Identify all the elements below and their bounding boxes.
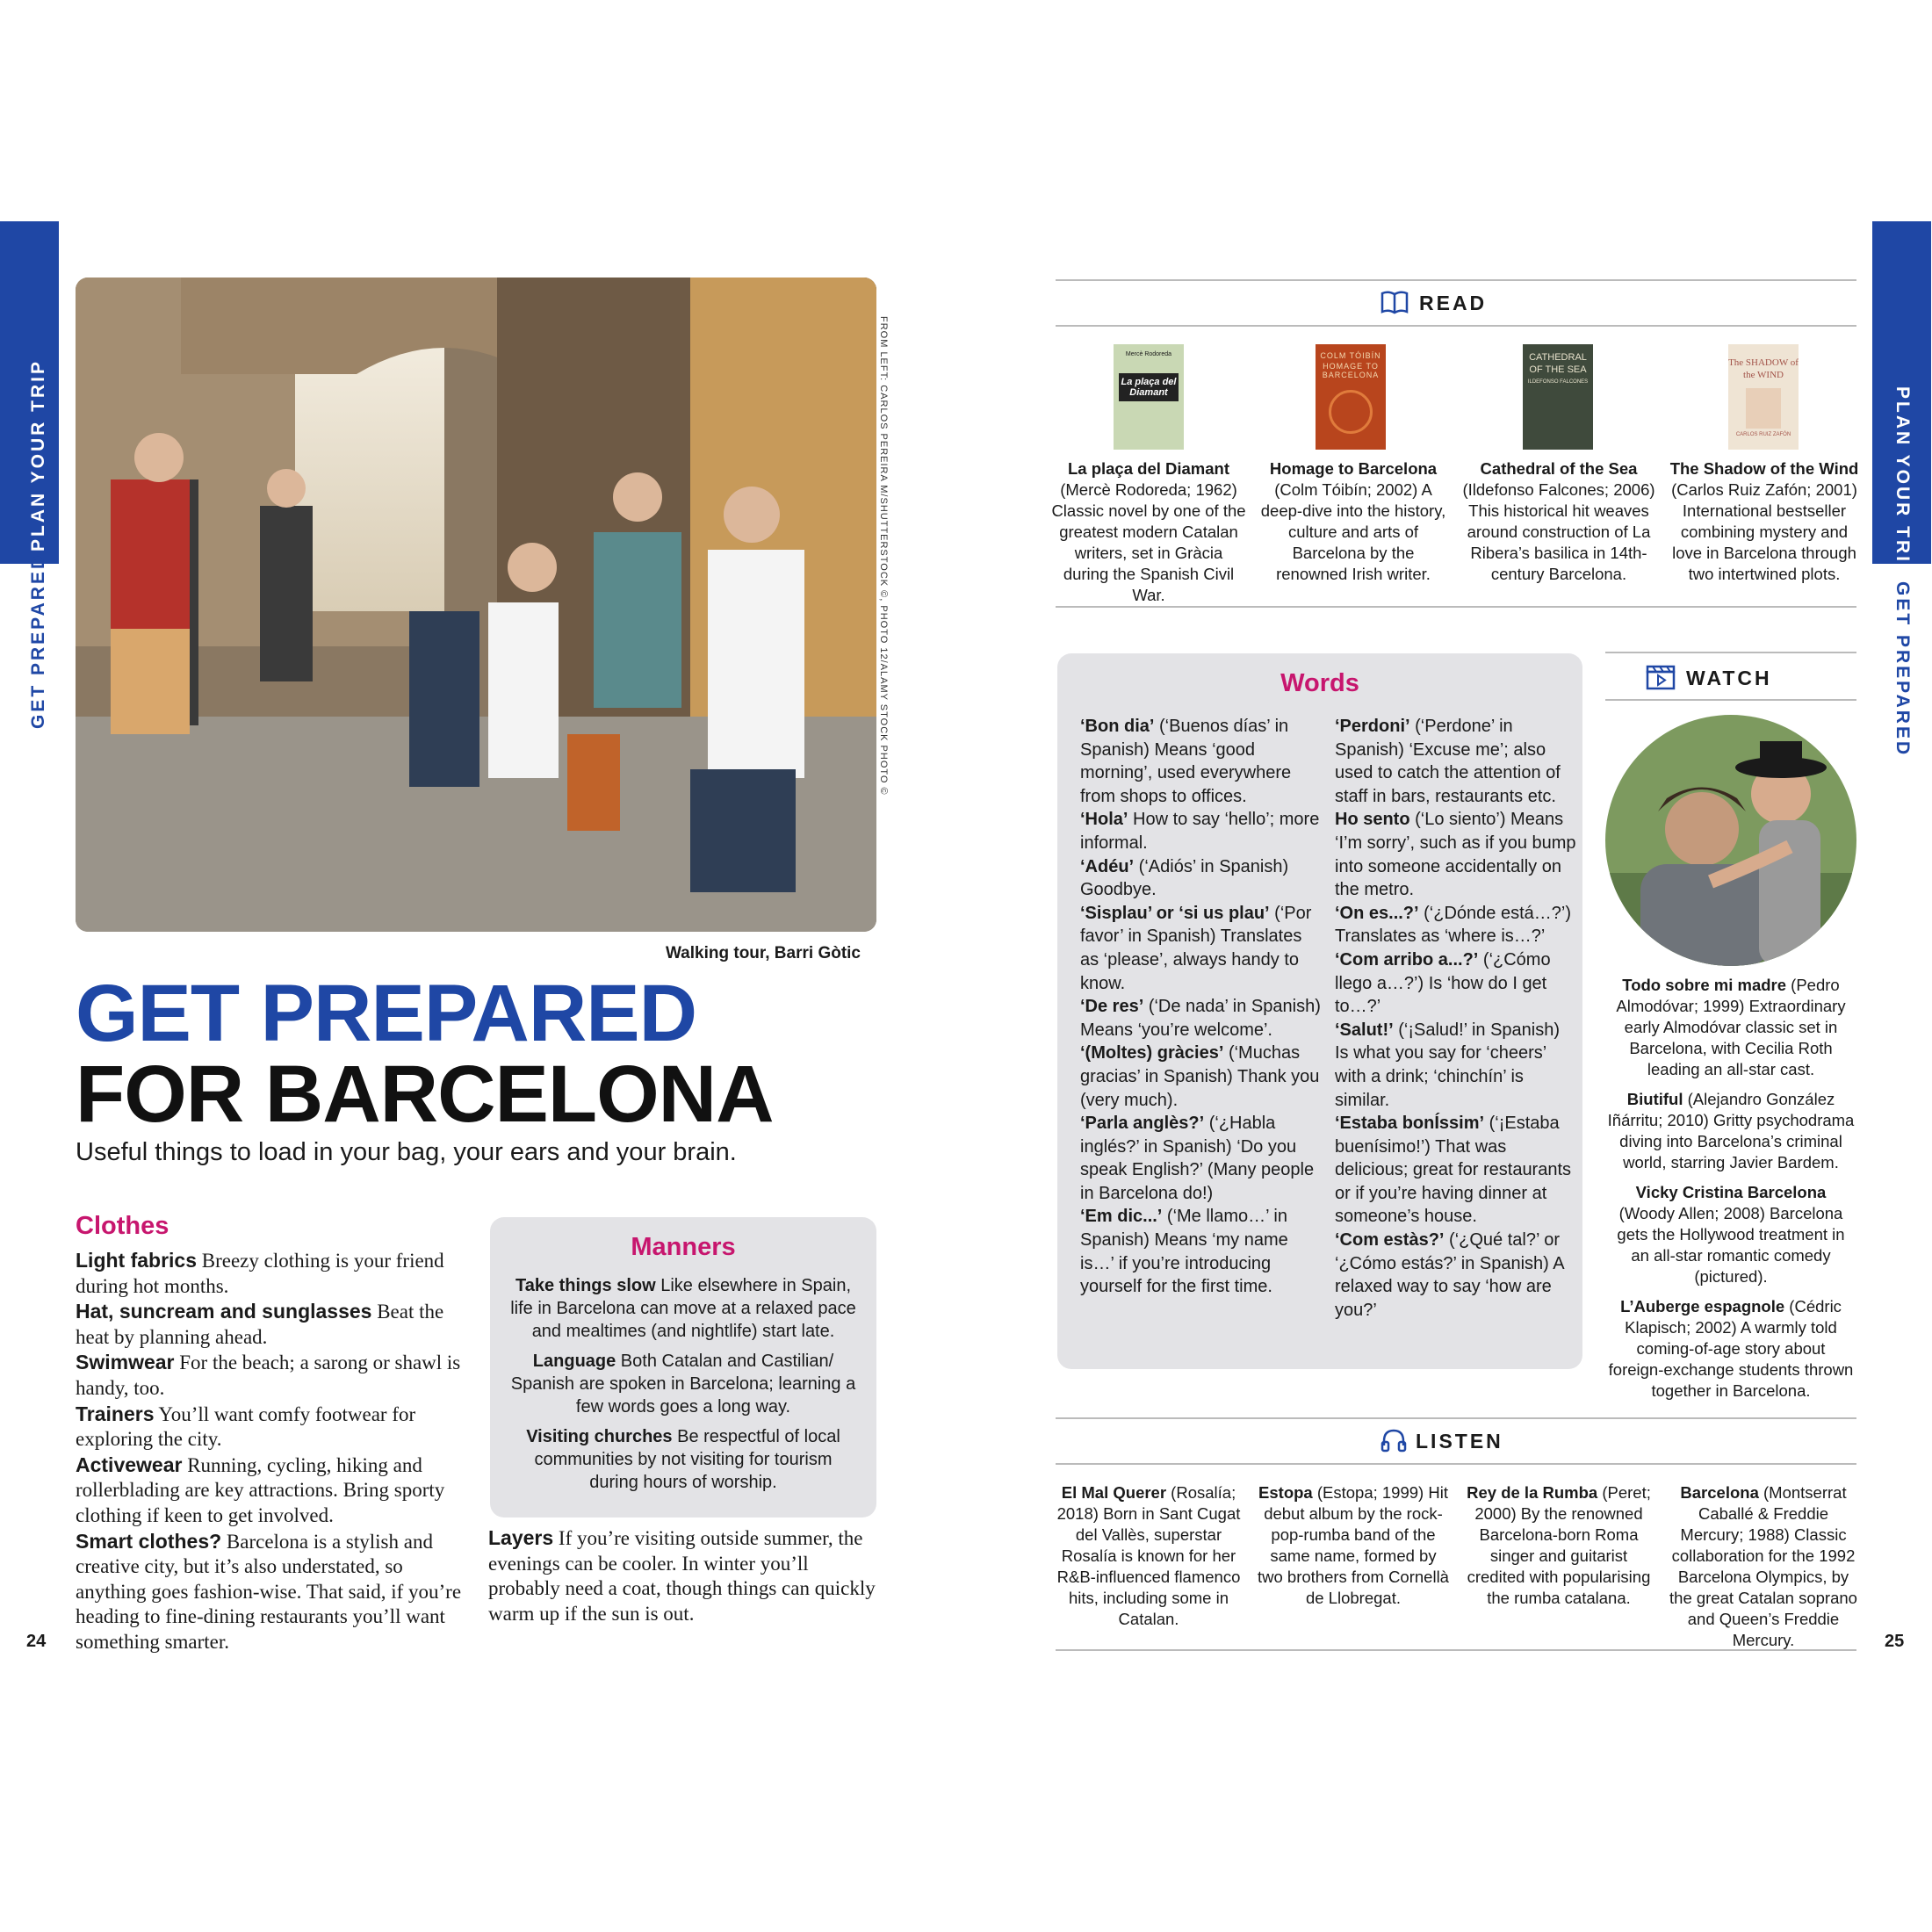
divider xyxy=(1056,606,1856,608)
phrase-item: ‘On es...?’ (‘¿Dónde está…?’) Translates as ‘where is…?’ xyxy=(1335,903,1571,947)
manners-heading: Manners xyxy=(631,1233,736,1261)
clothes-item: Hat, suncream and sunglasses Beat the heat by planning ahead. xyxy=(76,1300,444,1348)
book-entry: Homage to Barcelona (Colm Tóibín; 2002) A deep-dive into the history, culture and arts of Barcelona by the renowned Irish writer. xyxy=(1260,459,1446,583)
page-title-line1: GET PREPARED xyxy=(76,969,697,1058)
film-entry: Biutiful (Alejandro González Iñárritu; 2010) Gritty psychodrama diving into Barcelona’s criminal world, starring Javier Bardem. xyxy=(1607,1090,1855,1171)
clothes-section xyxy=(76,1212,466,1655)
headphones-icon xyxy=(1381,1428,1407,1458)
album-entry: Barcelona (Montserrat Caballé & Freddie Mercury; 1988) Classic collaboration for the 1992 Barcelona Olympics, by the great Catalan soprano and Queen’s Freddie Mercury. xyxy=(1669,1483,1857,1649)
divider xyxy=(1056,325,1856,327)
clothes-item: Light fabrics Breezy clothing is your friend during hot months. xyxy=(76,1249,444,1297)
read-heading: READ xyxy=(1381,290,1487,320)
book-cover-placa: Mercè Rodoreda La plaça del Diamant xyxy=(1114,344,1184,450)
page-subtitle: Useful things to load in your bag, your ears and your brain. xyxy=(76,1138,737,1166)
manners-item: Language Both Catalan and Castilian/ Spanish are spoken in Barcelona; learning a few words goes a long way. xyxy=(510,1352,856,1417)
divider xyxy=(1056,279,1856,281)
book-entry: Cathedral of the Sea (Ildefonso Falcones; 2006) This historical hit weaves around construction of La Ribera’s basilica in 14th-century Barcelona. xyxy=(1462,459,1655,583)
film-clapper-icon xyxy=(1646,664,1676,696)
walking-tour-photo xyxy=(76,278,876,932)
film-entry: L’Auberge espagnole (Cédric Klapisch; 2002) A warmly told coming-of-age story about foreign-exchange students thrown together in Barcelona. xyxy=(1608,1297,1854,1400)
divider xyxy=(1605,652,1856,653)
clothes-item: Swimwear For the beach; a sarong or shawl is handy, too. xyxy=(76,1351,461,1399)
phrase-item: ‘Em dic...’ (‘Me llamo…’ in Spanish) Means ‘my name is…’ if you’re introducing yourself for the first time. xyxy=(1080,1207,1288,1297)
manners-item: Visiting churches Be respectful of local communities by not visiting for tourism during hours of worship. xyxy=(526,1427,840,1492)
words-box xyxy=(1057,653,1582,1369)
phrase-item: ‘Com estàs?’ (‘¿Qué tal?’ or ‘¿Cómo estás?’ in Spanish) A relaxed way to say ‘how are you?’ xyxy=(1335,1230,1564,1320)
book-icon xyxy=(1381,290,1409,320)
clothes-heading: Clothes xyxy=(76,1212,169,1240)
book-cover-cathedral: CATHEDRAL OF THE SEA ILDEFONSO FALCONES xyxy=(1523,344,1593,450)
layers-paragraph: Layers If you’re visiting outside summer, the evenings can be cooler. In winter you’ll probably need a coat, though things can quickly warm up if the sun is out. xyxy=(488,1526,876,1625)
side-label-plan-left: PLAN YOUR TRIP xyxy=(28,359,48,551)
film-entry: Todo sobre mi madre (Pedro Almodóvar; 1999) Extraordinary early Almodóvar classic set in Barcelona, with Cecilia Roth leading an all-star cast. xyxy=(1616,976,1846,1078)
phrase-item: ‘Com arribo a...?’ (‘¿Cómo llego a…?’) Is ‘how do I get to…?’ xyxy=(1335,949,1551,1017)
photo-caption: Walking tour, Barri Gòtic xyxy=(665,944,861,962)
page-number-right: 25 xyxy=(1885,1632,1905,1651)
phrase-item: ‘(Moltes) gràcies’ (‘Muchas gracias’ in Spanish) Thank you (very much). xyxy=(1080,1043,1320,1110)
phrase-item: ‘Estaba bonÍssim’ (‘¡Estaba buenísimo!’) That was delicious; great for restaurants or if you’re having dinner at someone’s house. xyxy=(1335,1114,1572,1227)
album-entry: El Mal Querer (Rosalía; 2018) Born in Sant Cugat del Vallès, superstar Rosalía is known for her R&B-influenced flamenco hits, including some in Catalan. xyxy=(1056,1483,1241,1628)
clothes-item: Smart clothes? Barcelona is a stylish and creative city, but it’s also understated, so anything goes fashion-wise. That said, if you’re heading to fine-dining restaurants you’ll want something smarter. xyxy=(76,1529,462,1653)
album-entry: Rey de la Rumba (Peret; 2000) By the renowned Barcelona-born Roma singer and guitarist credited with popularising the rumba catalana. xyxy=(1467,1483,1651,1607)
clothes-item: Activewear Running, cycling, hiking and rollerblading are key attractions. Bring sporty clothing if keen to get involved. xyxy=(76,1453,445,1526)
clothes-list xyxy=(76,1248,466,1655)
divider xyxy=(1056,1463,1856,1465)
phrase-item: ‘Hola’ How to say ‘hello’; more informal. xyxy=(1080,810,1320,853)
book-entry: The Shadow of the Wind (Carlos Ruiz Zafón; 2001) International bestseller combining mystery and love in Barcelona through two intertwined plots. xyxy=(1669,459,1859,583)
phrase-item: ‘Bon dia’ (‘Buenos días’ in Spanish) Means ‘good morning’, used everywhere from shops to offices. xyxy=(1080,717,1292,806)
divider xyxy=(1056,1649,1856,1651)
phrase-item: ‘Sisplau’ or ‘si us plau’ (‘Por favor’ in Spanish) Translates as ‘please’, always handy to know. xyxy=(1080,903,1312,993)
divider xyxy=(1056,1417,1856,1419)
side-label-plan-right: PLAN YOUR TRIP xyxy=(1892,386,1913,579)
book-cover-homage: COLM TÓIBÍN HOMAGE TO BARCELONA xyxy=(1316,344,1386,450)
film-still-photo xyxy=(1605,715,1856,966)
phrase-item: Ho sento (‘Lo siento’) Means ‘I’m sorry’, such as if you bump into someone accidentally on the metro. xyxy=(1335,810,1576,900)
manners-item: Take things slow Like elsewhere in Spain, life in Barcelona can move at a relaxed pace and mealtimes (and nightlife) start late. xyxy=(510,1276,856,1341)
manners-box xyxy=(490,1217,876,1517)
words-column-1 xyxy=(1080,715,1322,1299)
clothes-item: Trainers You’ll want comfy footwear for exploring the city. xyxy=(76,1402,416,1451)
phrase-item: ‘Salut!’ (‘¡Salud!’ in Spanish) Is what you say for ‘cheers’ with a drink; ‘chinchín’ is similar. xyxy=(1335,1020,1561,1110)
page-title-line2: FOR BARCELONA xyxy=(76,1049,774,1139)
divider xyxy=(1605,699,1856,701)
phrase-item: ‘Parla anglès?’ (‘¿Habla inglés?’ in Spanish) ‘Do you speak English?’ (Many people in Barcelona do!) xyxy=(1080,1114,1315,1203)
book-cover-shadow: The SHADOW of the WIND CARLOS RUIZ ZAFÓN xyxy=(1728,344,1799,450)
watch-list xyxy=(1607,975,1855,1410)
book-entry: La plaça del Diamant (Mercè Rodoreda; 1962) Classic novel by one of the greatest modern Catalan writers, set in Gràcia during the Spanish Civil War. xyxy=(1051,459,1246,604)
listen-heading: LISTEN xyxy=(1381,1428,1503,1458)
album-entry: Estopa (Estopa; 1999) Hit debut album by the rock-pop-rumba band of the same name, formed by two brothers from Cornellà de Llobregat. xyxy=(1258,1483,1449,1607)
side-label-prepared-right: GET PREPARED xyxy=(1892,581,1913,758)
phrase-item: ‘De res’ (‘De nada’ in Spanish) Means ‘you’re welcome’. xyxy=(1080,997,1321,1040)
page-number-left: 24 xyxy=(26,1632,47,1651)
words-heading: Words xyxy=(1280,669,1359,697)
phrase-item: ‘Perdoni’ (‘Perdone’ in Spanish) ‘Excuse me’; also used to catch the attention of staff in bars, restaurants etc. xyxy=(1335,717,1561,806)
words-column-2 xyxy=(1335,715,1576,1322)
watch-heading: WATCH xyxy=(1646,664,1772,696)
phrase-item: ‘Adéu’ (‘Adiós’ in Spanish) Goodbye. xyxy=(1080,856,1289,900)
photo-credit: FROM LEFT: CARLOS PEREIRA M/SHUTTERSTOCK ©, PHOTO 12/ALAMY STOCK PHOTO © xyxy=(878,316,889,796)
side-label-prepared-left: GET PREPARED xyxy=(28,552,48,729)
film-entry: Vicky Cristina Barcelona (Woody Allen; 2008) Barcelona gets the Hollywood treatment in an all-star romantic comedy (pictured). xyxy=(1617,1183,1845,1286)
